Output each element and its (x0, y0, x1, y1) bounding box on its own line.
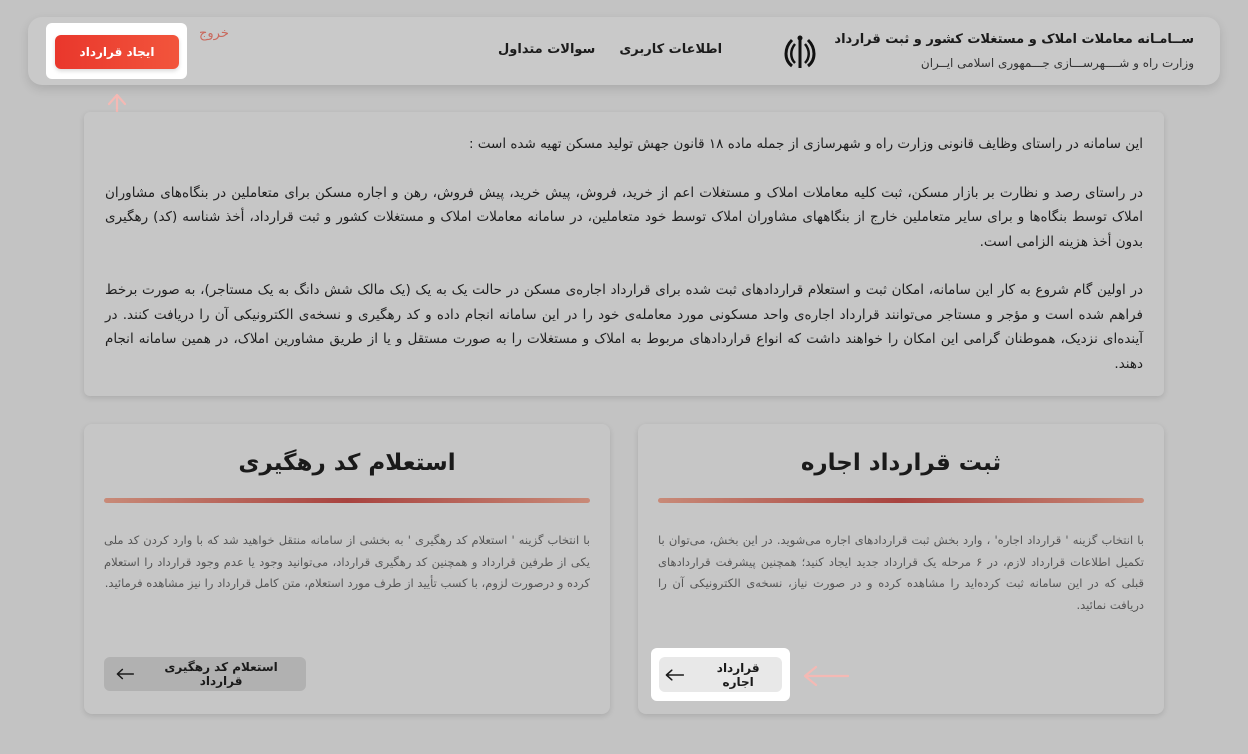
intro-paragraph: این سامانه در راستای وظایف قانونی وزارت راه و شهرسازی از جمله ماده ۱۸ قانون جهش تولید مسکن تهیه شده است : (468, 136, 1143, 152)
brand (780, 31, 1194, 73)
arrow-left-icon (116, 668, 134, 680)
nav-faq[interactable]: سوالات متداول (498, 42, 596, 57)
main-nav (498, 42, 722, 57)
arrow-left-icon (665, 669, 684, 681)
site-title: ســامـانه معاملات املاک و مستغلات کشور و ثبت قرارداد (834, 32, 1194, 47)
tracking-code-button[interactable] (104, 657, 306, 691)
pointer-arrow-icon (803, 664, 849, 688)
lease-contract-button-label: قرارداد اجاره (716, 660, 760, 689)
intro-text (105, 132, 1143, 400)
lease-card-description: با انتخاب گزینه ' قرارداد اجاره' ، وارد بخش ثبت قراردادهای اجاره می‌شوید. در این بخش، می‌توان با تکمیل اطلاعات قرارداد لازم، در ۶ مرحله یک قرارداد جدید ایجاد کنید؛ همچنین پیشرفت قراردادهای قبلی که در این سامانه ثبت کرده‌اید را مشاهده کرده و در صورت نیاز، نسخه‌ی الکترونیکی آن را دریافت نمائید. (658, 533, 1144, 612)
create-contract-highlight (46, 23, 187, 79)
lease-card-title: ثبت قرارداد اجاره (800, 450, 1002, 476)
tracking-code-button-label: استعلام کد رهگیری قرارداد (164, 660, 278, 688)
lease-button-highlight (651, 648, 790, 701)
tracking-card-title: استعلام کد رهگیری (238, 450, 456, 476)
logout-link[interactable]: خروج (199, 26, 229, 41)
create-contract-button[interactable]: ایجاد قرارداد (55, 35, 179, 69)
iran-emblem-icon (780, 32, 820, 72)
site-subtitle: وزارت راه و شــــهرســـازی جـــمهوری اسلامی ایــران (920, 56, 1194, 70)
tracking-card (84, 424, 610, 714)
intro-card (84, 112, 1164, 396)
tracking-card-description: با انتخاب گزینه ' استعلام کد رهگیری ' به بخشی از سامانه منتقل خواهید شد که با وارد کردن کد ملی یکی از طرفین قرارداد و همچنین کد رهگیری قرارداد، می‌توانید وجود یا عدم وجود قرارداد را استعلام کرده و درصورت لزوم، با کسب تأیید از طرف مورد استعلام، متن کامل قرارداد را نیز مشاهده فرمائید. (104, 533, 590, 590)
nav-user-info[interactable]: اطلاعات کاربری (619, 42, 723, 57)
intro-paragraph: در اولین گام شروع به کار این سامانه، امکان ثبت و استعلام قراردادهای ثبت شده برای قرارداد اجاره‌ی مسکن در حالت یک به یک (یک مالک شش دانگ به یک مستاجر)، به صورت برخط فراهم شده است و مؤجر و مستاجر می‌توانند قرارداد اجاره‌ی واحد مسکونی مورد معامله‌ی خود را در این سامانه انجام داده و کد رهگیری و نسخه‌ی الکترونیکی آن را دریافت کنند. در آینده‌ای نزدیک، هموطنان گرامی این امکان را خواهند داشت که انواع قراردادهای مربوط به املاک و مستغلات را به صورت مستقل و یا از طریق مشاورین املاک، در همین سامانه انجام دهند. (105, 282, 1143, 372)
intro-paragraph: در راستای رصد و نظارت بر بازار مسکن، ثبت کلیه معاملات املاک و مستغلات اعم از خرید، فروش، پیش خرید، پیش فروش، رهن و اجاره مسکن برای متعاملین در بنگاه‌های مشاوران املاک توسط بنگاه‌ها و برای سایر متعاملین خارج از بنگاههای مشاوران املاک توسط خود متعاملین، در سامانه معاملات املاک و مستغلات کشور و ثبت قرارداد، أخذ شناسه (کد) رهگیری بدون أخذ هزینه الزامی است. (105, 184, 1143, 250)
brand-text (834, 31, 1194, 73)
lease-contract-button[interactable] (659, 657, 782, 692)
card-divider (658, 498, 1144, 503)
card-divider (104, 498, 590, 503)
